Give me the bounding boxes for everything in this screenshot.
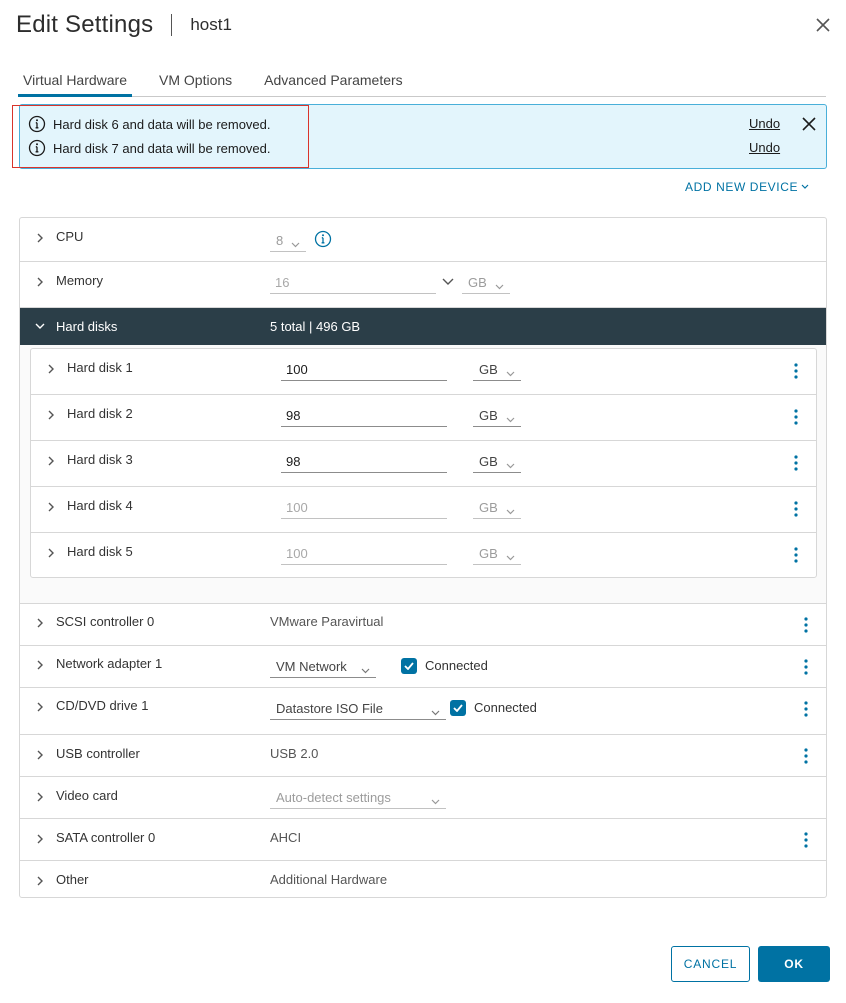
chevron-down-icon xyxy=(506,457,515,472)
chevron-right-icon[interactable] xyxy=(34,701,46,713)
cpu-label: CPU xyxy=(56,229,84,244)
network-adapter-label: Network adapter 1 xyxy=(56,656,163,671)
other-row xyxy=(20,861,826,898)
tab-virtual-hardware[interactable]: Virtual Hardware xyxy=(18,66,132,97)
hard-disk-row xyxy=(31,395,816,441)
chevron-right-icon[interactable] xyxy=(45,455,57,467)
more-options-icon[interactable] xyxy=(800,747,812,765)
network-value: VM Network xyxy=(276,659,347,674)
cd-dvd-connected-label: Connected xyxy=(474,700,537,715)
chevron-down-icon xyxy=(361,662,370,677)
tab-bar xyxy=(18,66,826,97)
chevron-down-icon xyxy=(291,236,300,251)
chevron-down-icon xyxy=(431,704,440,719)
chevron-right-icon[interactable] xyxy=(34,749,46,761)
cd-dvd-drive-label: CD/DVD drive 1 xyxy=(56,698,149,713)
hard-disk-size-input[interactable]: 100 xyxy=(281,495,447,519)
chevron-down-icon xyxy=(495,278,504,293)
alert-message xyxy=(28,115,271,133)
chevron-down-icon xyxy=(506,549,515,564)
chevron-right-icon[interactable] xyxy=(45,409,57,421)
hard-disks-header[interactable] xyxy=(20,308,826,345)
chevron-right-icon[interactable] xyxy=(45,501,57,513)
memory-unit-select[interactable] xyxy=(462,270,510,294)
more-options-icon[interactable] xyxy=(790,500,802,518)
sata-controller-row xyxy=(20,819,826,861)
sata-controller-value: AHCI xyxy=(270,830,302,845)
more-options-icon[interactable] xyxy=(790,408,802,426)
usb-controller-row xyxy=(20,735,826,777)
dialog-title: Edit Settings xyxy=(16,11,154,38)
more-options-icon[interactable] xyxy=(790,362,802,380)
hard-disk-label: Hard disk 3 xyxy=(67,452,133,467)
usb-controller-value: USB 2.0 xyxy=(270,746,319,761)
chevron-down-icon xyxy=(506,365,515,380)
dialog-subtitle: host1 xyxy=(190,15,232,34)
unit-value: GB xyxy=(479,454,498,469)
hard-disk-list xyxy=(30,348,817,578)
chevron-down-icon xyxy=(431,793,440,808)
hard-disk-row xyxy=(31,487,816,533)
video-card-select[interactable] xyxy=(270,785,446,809)
hard-disk-label: Hard disk 5 xyxy=(67,544,133,559)
scsi-controller-value: VMware Paravirtual xyxy=(270,614,384,629)
network-select[interactable] xyxy=(270,654,376,678)
hard-disk-row xyxy=(31,349,816,395)
chevron-down-icon xyxy=(801,184,809,190)
unit-value: GB xyxy=(479,500,498,515)
add-new-device-button[interactable] xyxy=(685,180,809,194)
hard-disk-label: Hard disk 4 xyxy=(67,498,133,513)
undo-link[interactable]: Undo xyxy=(749,116,781,131)
network-adapter-row xyxy=(20,646,826,688)
scsi-controller-label: SCSI controller 0 xyxy=(56,614,155,629)
chevron-down-icon[interactable] xyxy=(34,320,46,335)
more-options-icon[interactable] xyxy=(790,454,802,472)
cpu-row xyxy=(20,218,826,262)
chevron-right-icon[interactable] xyxy=(34,232,46,244)
chevron-right-icon[interactable] xyxy=(34,659,46,671)
tab-advanced-parameters[interactable]: Advanced Parameters xyxy=(264,72,403,88)
sata-controller-label: SATA controller 0 xyxy=(56,830,156,845)
alert-message xyxy=(28,139,271,157)
undo-link[interactable]: Undo xyxy=(749,140,781,155)
memory-label: Memory xyxy=(56,273,103,288)
unit-value: GB xyxy=(479,362,498,377)
unit-value: GB xyxy=(479,546,498,561)
cpu-select[interactable] xyxy=(270,228,306,252)
memory-row xyxy=(20,262,826,308)
hard-disk-unit-select[interactable] xyxy=(473,403,521,427)
unit-value: GB xyxy=(479,408,498,423)
more-options-icon[interactable] xyxy=(790,546,802,564)
more-options-icon[interactable] xyxy=(800,658,812,676)
hard-disks-label: Hard disks xyxy=(56,319,118,334)
info-icon[interactable] xyxy=(314,230,332,251)
hard-disk-size-input[interactable]: 100 xyxy=(281,357,447,381)
hard-disk-unit-select[interactable] xyxy=(473,357,521,381)
chevron-down-icon xyxy=(506,411,515,426)
chevron-right-icon[interactable] xyxy=(34,791,46,803)
alert-text: Hard disk 7 and data will be removed. xyxy=(53,140,271,156)
hard-disk-label: Hard disk 2 xyxy=(67,406,133,421)
add-new-device-label: ADD NEW DEVICE xyxy=(685,180,799,194)
hard-disk-unit-select[interactable] xyxy=(473,449,521,473)
scsi-controller-row xyxy=(20,604,826,646)
chevron-right-icon[interactable] xyxy=(34,833,46,845)
hard-disk-size-input[interactable]: 100 xyxy=(281,541,447,565)
hard-disk-label: Hard disk 1 xyxy=(67,360,133,375)
video-card-row xyxy=(20,777,826,819)
cd-dvd-connected-checkbox[interactable] xyxy=(450,700,466,716)
video-card-label: Video card xyxy=(56,788,118,803)
hardware-panel xyxy=(19,217,827,898)
hard-disk-size-input[interactable]: 98 xyxy=(281,449,447,473)
hard-disk-unit-select[interactable] xyxy=(473,495,521,519)
chevron-right-icon[interactable] xyxy=(34,617,46,629)
network-connected-label: Connected xyxy=(425,658,488,673)
dialog-header xyxy=(16,8,232,42)
title-divider xyxy=(171,14,172,36)
chevron-right-icon[interactable] xyxy=(45,363,57,375)
chevron-right-icon[interactable] xyxy=(34,276,46,288)
cancel-button[interactable]: CANCEL xyxy=(671,946,750,982)
hard-disk-size-input[interactable]: 98 xyxy=(281,403,447,427)
chevron-down-icon xyxy=(506,503,515,518)
memory-input[interactable]: 16 xyxy=(270,270,436,294)
more-options-icon[interactable] xyxy=(800,616,812,634)
other-value: Additional Hardware xyxy=(270,872,388,887)
tab-vm-options[interactable]: VM Options xyxy=(159,72,233,88)
usb-controller-label: USB controller xyxy=(56,746,140,761)
alert-text: Hard disk 6 and data will be removed. xyxy=(53,116,271,132)
other-label: Other xyxy=(56,872,89,887)
hard-disks-summary: 5 total | 496 GB xyxy=(270,319,361,334)
cd-dvd-source-value: Datastore ISO File xyxy=(276,701,383,716)
hard-disk-row xyxy=(31,533,816,578)
info-icon xyxy=(28,139,46,157)
removal-alert xyxy=(19,104,827,169)
network-connected-checkbox[interactable] xyxy=(401,658,417,674)
chevron-right-icon[interactable] xyxy=(45,547,57,559)
memory-unit-value: GB xyxy=(468,275,487,290)
chevron-right-icon[interactable] xyxy=(34,875,46,887)
more-options-icon[interactable] xyxy=(800,700,812,718)
hard-disk-row xyxy=(31,441,816,487)
cpu-value: 8 xyxy=(276,233,284,248)
hard-disks-section xyxy=(20,345,826,604)
ok-button[interactable]: OK xyxy=(758,946,830,982)
info-icon xyxy=(28,115,46,133)
more-options-icon[interactable] xyxy=(800,831,812,849)
chevron-down-icon[interactable] xyxy=(442,274,454,289)
cd-dvd-drive-row xyxy=(20,688,826,735)
cd-dvd-source-select[interactable] xyxy=(270,696,446,720)
close-icon[interactable] xyxy=(812,14,834,36)
hard-disk-unit-select[interactable] xyxy=(473,541,521,565)
video-card-value: Auto-detect settings xyxy=(276,790,391,805)
close-icon[interactable] xyxy=(801,116,817,135)
